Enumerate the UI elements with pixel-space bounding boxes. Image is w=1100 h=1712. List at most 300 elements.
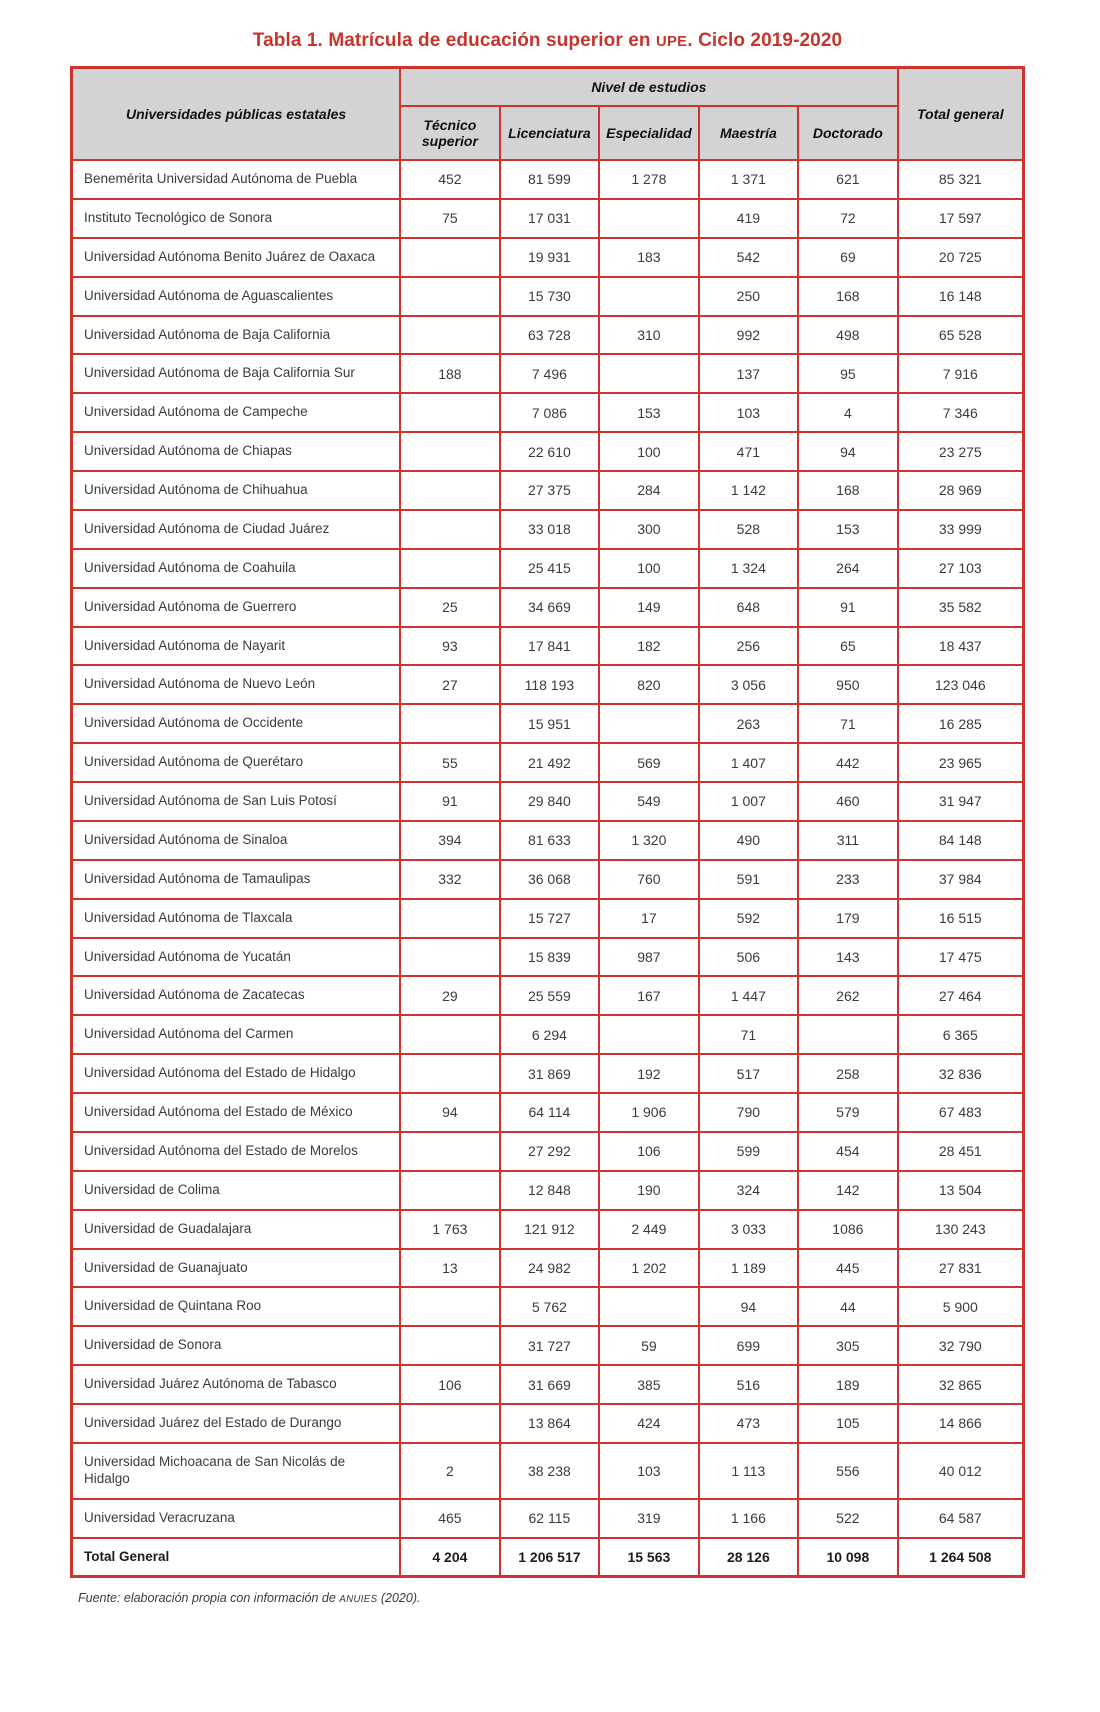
value-cell-tecnico-superior: [400, 1054, 499, 1093]
value-cell-doctorado: 168: [798, 471, 898, 510]
enrollment-table: [70, 66, 1025, 1578]
value-cell-tecnico-superior: 106: [400, 1365, 499, 1404]
value-cell-especialidad: 192: [599, 1054, 698, 1093]
value-cell-especialidad: 1 906: [599, 1093, 698, 1132]
value-cell-maestria: 1 371: [699, 160, 798, 199]
value-cell-licenciatura: 7 086: [500, 393, 599, 432]
table-row: [72, 976, 1024, 1015]
university-name-cell: Universidad Autónoma de Chihuahua: [72, 471, 401, 510]
value-cell-doctorado: 10 098: [798, 1538, 898, 1577]
value-cell-total-general: 35 582: [898, 588, 1024, 627]
value-cell-doctorado: 621: [798, 160, 898, 199]
value-cell-licenciatura: 13 864: [500, 1404, 599, 1443]
value-cell-especialidad: 17: [599, 899, 698, 938]
value-cell-total-general: 33 999: [898, 510, 1024, 549]
university-name-cell: Universidad Autónoma de Ciudad Juárez: [72, 510, 401, 549]
value-cell-total-general: 18 437: [898, 627, 1024, 666]
value-cell-licenciatura: 15 727: [500, 899, 599, 938]
table-row: [72, 588, 1024, 627]
value-cell-especialidad: 149: [599, 588, 698, 627]
table-row: [72, 665, 1024, 704]
value-cell-especialidad: 300: [599, 510, 698, 549]
table-row: [72, 1171, 1024, 1210]
value-cell-maestria: 263: [699, 704, 798, 743]
value-cell-maestria: 324: [699, 1171, 798, 1210]
value-cell-licenciatura: 34 669: [500, 588, 599, 627]
value-cell-total-general: 23 275: [898, 432, 1024, 471]
value-cell-licenciatura: 6 294: [500, 1015, 599, 1054]
value-cell-total-general: 23 965: [898, 743, 1024, 782]
value-cell-licenciatura: 17 031: [500, 199, 599, 238]
value-cell-tecnico-superior: 94: [400, 1093, 499, 1132]
university-name-cell: Universidad Autónoma del Estado de México: [72, 1093, 401, 1132]
value-cell-doctorado: 69: [798, 238, 898, 277]
university-name-cell: Universidad Autónoma de Baja California Sur: [72, 354, 401, 393]
value-cell-especialidad: 59: [599, 1326, 698, 1365]
value-cell-maestria: 1 447: [699, 976, 798, 1015]
value-cell-licenciatura: 38 238: [500, 1443, 599, 1499]
value-cell-maestria: 250: [699, 277, 798, 316]
value-cell-especialidad: 100: [599, 549, 698, 588]
university-name-cell: Universidad Autónoma Benito Juárez de Oaxaca: [72, 238, 401, 277]
value-cell-tecnico-superior: [400, 1326, 499, 1365]
value-cell-licenciatura: 12 848: [500, 1171, 599, 1210]
value-cell-tecnico-superior: 2: [400, 1443, 499, 1499]
table-row: [72, 1499, 1024, 1538]
column-header-especialidad: Especialidad: [599, 106, 698, 160]
value-cell-licenciatura: 31 869: [500, 1054, 599, 1093]
table-row: [72, 1365, 1024, 1404]
value-cell-licenciatura: 63 728: [500, 316, 599, 355]
university-name-cell: Universidad Juárez Autónoma de Tabasco: [72, 1365, 401, 1404]
university-name-cell: Universidad de Sonora: [72, 1326, 401, 1365]
value-cell-especialidad: 569: [599, 743, 698, 782]
university-name-cell: Universidad Autónoma de Querétaro: [72, 743, 401, 782]
table-row: [72, 860, 1024, 899]
value-cell-licenciatura: 21 492: [500, 743, 599, 782]
table-row: [72, 354, 1024, 393]
value-cell-doctorado: 445: [798, 1249, 898, 1288]
table-header: [72, 68, 1024, 161]
value-cell-total-general: 16 285: [898, 704, 1024, 743]
university-name-cell: Universidad Autónoma de Coahuila: [72, 549, 401, 588]
value-cell-maestria: 1 113: [699, 1443, 798, 1499]
value-cell-licenciatura: 19 931: [500, 238, 599, 277]
value-cell-total-general: 1 264 508: [898, 1538, 1024, 1577]
value-cell-total-general: 27 464: [898, 976, 1024, 1015]
value-cell-doctorado: 950: [798, 665, 898, 704]
column-header-universities: Universidades públicas estatales: [72, 68, 401, 161]
source-note-smallcaps: ANUIES: [339, 1594, 378, 1606]
value-cell-doctorado: 305: [798, 1326, 898, 1365]
table-row: [72, 1326, 1024, 1365]
university-name-cell: Universidad de Guanajuato: [72, 1249, 401, 1288]
value-cell-licenciatura: 15 730: [500, 277, 599, 316]
value-cell-especialidad: 820: [599, 665, 698, 704]
university-name-cell: Universidad Autónoma de Guerrero: [72, 588, 401, 627]
table-row: [72, 1015, 1024, 1054]
table-row: [72, 821, 1024, 860]
university-name-cell: Universidad de Colima: [72, 1171, 401, 1210]
value-cell-doctorado: 153: [798, 510, 898, 549]
value-cell-especialidad: [599, 277, 698, 316]
value-cell-doctorado: 179: [798, 899, 898, 938]
value-cell-doctorado: 498: [798, 316, 898, 355]
value-cell-tecnico-superior: [400, 1015, 499, 1054]
value-cell-especialidad: 190: [599, 1171, 698, 1210]
university-name-cell: Universidad Autónoma del Estado de Morelos: [72, 1132, 401, 1171]
value-cell-doctorado: 142: [798, 1171, 898, 1210]
table-title-suffix: . Ciclo 2019-2020: [687, 30, 843, 51]
value-cell-doctorado: 143: [798, 938, 898, 977]
value-cell-tecnico-superior: [400, 510, 499, 549]
university-name-cell: Universidad Autónoma de Baja California: [72, 316, 401, 355]
value-cell-doctorado: 44: [798, 1287, 898, 1326]
value-cell-tecnico-superior: 4 204: [400, 1538, 499, 1577]
value-cell-total-general: 17 597: [898, 199, 1024, 238]
value-cell-doctorado: 168: [798, 277, 898, 316]
value-cell-especialidad: 2 449: [599, 1210, 698, 1249]
value-cell-maestria: 528: [699, 510, 798, 549]
value-cell-licenciatura: 5 762: [500, 1287, 599, 1326]
value-cell-tecnico-superior: 465: [400, 1499, 499, 1538]
value-cell-tecnico-superior: 1 763: [400, 1210, 499, 1249]
value-cell-maestria: 542: [699, 238, 798, 277]
header-row-group: [72, 68, 1024, 107]
value-cell-total-general: 16 148: [898, 277, 1024, 316]
value-cell-total-general: 16 515: [898, 899, 1024, 938]
value-cell-especialidad: 987: [599, 938, 698, 977]
value-cell-doctorado: 579: [798, 1093, 898, 1132]
value-cell-licenciatura: 31 669: [500, 1365, 599, 1404]
value-cell-total-general: 40 012: [898, 1443, 1024, 1499]
value-cell-tecnico-superior: 394: [400, 821, 499, 860]
value-cell-licenciatura: 27 375: [500, 471, 599, 510]
university-name-cell: Instituto Tecnológico de Sonora: [72, 199, 401, 238]
value-cell-doctorado: 65: [798, 627, 898, 666]
university-name-cell: Total General: [72, 1538, 401, 1577]
value-cell-total-general: 27 831: [898, 1249, 1024, 1288]
value-cell-licenciatura: 27 292: [500, 1132, 599, 1171]
value-cell-maestria: 1 189: [699, 1249, 798, 1288]
value-cell-especialidad: [599, 1287, 698, 1326]
value-cell-licenciatura: 1 206 517: [500, 1538, 599, 1577]
table-row: [72, 782, 1024, 821]
value-cell-licenciatura: 25 559: [500, 976, 599, 1015]
value-cell-doctorado: 4: [798, 393, 898, 432]
value-cell-especialidad: [599, 1015, 698, 1054]
value-cell-licenciatura: 22 610: [500, 432, 599, 471]
value-cell-maestria: 992: [699, 316, 798, 355]
university-name-cell: Universidad Autónoma de Tlaxcala: [72, 899, 401, 938]
column-header-tecnico-superior: Técnico superior: [400, 106, 499, 160]
value-cell-total-general: 32 836: [898, 1054, 1024, 1093]
value-cell-doctorado: 95: [798, 354, 898, 393]
source-note: [78, 1591, 1100, 1605]
value-cell-maestria: 473: [699, 1404, 798, 1443]
value-cell-licenciatura: 29 840: [500, 782, 599, 821]
table-row: [72, 899, 1024, 938]
value-cell-total-general: 123 046: [898, 665, 1024, 704]
value-cell-especialidad: 1 202: [599, 1249, 698, 1288]
university-name-cell: Universidad Juárez del Estado de Durango: [72, 1404, 401, 1443]
value-cell-total-general: 85 321: [898, 160, 1024, 199]
value-cell-total-general: 32 790: [898, 1326, 1024, 1365]
value-cell-especialidad: 310: [599, 316, 698, 355]
value-cell-tecnico-superior: 55: [400, 743, 499, 782]
value-cell-total-general: 64 587: [898, 1499, 1024, 1538]
value-cell-tecnico-superior: 27: [400, 665, 499, 704]
value-cell-licenciatura: 24 982: [500, 1249, 599, 1288]
value-cell-licenciatura: 64 114: [500, 1093, 599, 1132]
table-title: [70, 30, 1025, 52]
university-name-cell: Universidad Autónoma de Tamaulipas: [72, 860, 401, 899]
value-cell-especialidad: [599, 354, 698, 393]
value-cell-especialidad: 1 320: [599, 821, 698, 860]
value-cell-doctorado: 233: [798, 860, 898, 899]
value-cell-tecnico-superior: [400, 393, 499, 432]
value-cell-maestria: 699: [699, 1326, 798, 1365]
value-cell-licenciatura: 118 193: [500, 665, 599, 704]
value-cell-maestria: 3 033: [699, 1210, 798, 1249]
table-row: [72, 704, 1024, 743]
value-cell-doctorado: 311: [798, 821, 898, 860]
value-cell-total-general: 31 947: [898, 782, 1024, 821]
value-cell-tecnico-superior: 452: [400, 160, 499, 199]
value-cell-maestria: 471: [699, 432, 798, 471]
table-row: [72, 743, 1024, 782]
column-header-maestria: Maestría: [699, 106, 798, 160]
university-name-cell: Universidad Michoacana de San Nicolás de Hidalgo: [72, 1443, 401, 1499]
university-name-cell: Universidad Autónoma de Sinaloa: [72, 821, 401, 860]
value-cell-licenciatura: 31 727: [500, 1326, 599, 1365]
table-row: [72, 238, 1024, 277]
value-cell-licenciatura: 81 633: [500, 821, 599, 860]
table-row: [72, 393, 1024, 432]
university-name-cell: Universidad Autónoma de Nuevo León: [72, 665, 401, 704]
value-cell-maestria: 516: [699, 1365, 798, 1404]
value-cell-licenciatura: 33 018: [500, 510, 599, 549]
value-cell-tecnico-superior: [400, 277, 499, 316]
university-name-cell: Universidad Autónoma de Yucatán: [72, 938, 401, 977]
value-cell-total-general: 65 528: [898, 316, 1024, 355]
value-cell-tecnico-superior: [400, 432, 499, 471]
value-cell-licenciatura: 62 115: [500, 1499, 599, 1538]
value-cell-total-general: 20 725: [898, 238, 1024, 277]
value-cell-especialidad: [599, 704, 698, 743]
value-cell-total-general: 27 103: [898, 549, 1024, 588]
value-cell-maestria: 599: [699, 1132, 798, 1171]
university-name-cell: Universidad Autónoma del Carmen: [72, 1015, 401, 1054]
value-cell-especialidad: 153: [599, 393, 698, 432]
value-cell-especialidad: 424: [599, 1404, 698, 1443]
value-cell-tecnico-superior: [400, 549, 499, 588]
value-cell-tecnico-superior: 25: [400, 588, 499, 627]
value-cell-tecnico-superior: [400, 938, 499, 977]
value-cell-licenciatura: 25 415: [500, 549, 599, 588]
total-row: [72, 1538, 1024, 1577]
value-cell-doctorado: 264: [798, 549, 898, 588]
value-cell-total-general: 28 451: [898, 1132, 1024, 1171]
table-row: [72, 160, 1024, 199]
table-title-smallcaps: UPE: [655, 34, 688, 50]
university-name-cell: Universidad Autónoma de San Luis Potosí: [72, 782, 401, 821]
table-row: [72, 471, 1024, 510]
value-cell-total-general: 6 365: [898, 1015, 1024, 1054]
table-row: [72, 1210, 1024, 1249]
value-cell-total-general: 7 346: [898, 393, 1024, 432]
value-cell-tecnico-superior: [400, 1132, 499, 1171]
value-cell-maestria: 3 056: [699, 665, 798, 704]
column-header-doctorado: Doctorado: [798, 106, 898, 160]
value-cell-doctorado: 189: [798, 1365, 898, 1404]
value-cell-doctorado: 258: [798, 1054, 898, 1093]
table-row: [72, 1132, 1024, 1171]
table-row: [72, 432, 1024, 471]
value-cell-tecnico-superior: [400, 704, 499, 743]
table-row: [72, 510, 1024, 549]
table-row: [72, 316, 1024, 355]
value-cell-doctorado: 71: [798, 704, 898, 743]
university-name-cell: Universidad Autónoma de Aguascalientes: [72, 277, 401, 316]
table-row: [72, 1054, 1024, 1093]
value-cell-doctorado: 1086: [798, 1210, 898, 1249]
value-cell-maestria: 1 407: [699, 743, 798, 782]
table-row: [72, 1443, 1024, 1499]
value-cell-especialidad: 385: [599, 1365, 698, 1404]
value-cell-maestria: 591: [699, 860, 798, 899]
value-cell-total-general: 28 969: [898, 471, 1024, 510]
value-cell-tecnico-superior: [400, 238, 499, 277]
value-cell-maestria: 1 007: [699, 782, 798, 821]
value-cell-total-general: 67 483: [898, 1093, 1024, 1132]
value-cell-licenciatura: 15 951: [500, 704, 599, 743]
value-cell-tecnico-superior: 75: [400, 199, 499, 238]
value-cell-maestria: 1 166: [699, 1499, 798, 1538]
value-cell-especialidad: 100: [599, 432, 698, 471]
value-cell-especialidad: [599, 199, 698, 238]
value-cell-tecnico-superior: 332: [400, 860, 499, 899]
value-cell-doctorado: 454: [798, 1132, 898, 1171]
value-cell-especialidad: 319: [599, 1499, 698, 1538]
table-row: [72, 199, 1024, 238]
value-cell-tecnico-superior: [400, 1171, 499, 1210]
value-cell-doctorado: 460: [798, 782, 898, 821]
value-cell-doctorado: 72: [798, 199, 898, 238]
value-cell-maestria: 1 142: [699, 471, 798, 510]
value-cell-maestria: 103: [699, 393, 798, 432]
value-cell-tecnico-superior: 91: [400, 782, 499, 821]
value-cell-tecnico-superior: 93: [400, 627, 499, 666]
value-cell-especialidad: 106: [599, 1132, 698, 1171]
value-cell-licenciatura: 15 839: [500, 938, 599, 977]
value-cell-maestria: 28 126: [699, 1538, 798, 1577]
value-cell-tecnico-superior: [400, 471, 499, 510]
university-name-cell: Universidad de Guadalajara: [72, 1210, 401, 1249]
university-name-cell: Universidad Veracruzana: [72, 1499, 401, 1538]
value-cell-doctorado: 262: [798, 976, 898, 1015]
value-cell-maestria: 517: [699, 1054, 798, 1093]
value-cell-tecnico-superior: [400, 316, 499, 355]
value-cell-maestria: 256: [699, 627, 798, 666]
value-cell-especialidad: 103: [599, 1443, 698, 1499]
value-cell-maestria: 1 324: [699, 549, 798, 588]
value-cell-maestria: 94: [699, 1287, 798, 1326]
value-cell-maestria: 71: [699, 1015, 798, 1054]
value-cell-doctorado: [798, 1015, 898, 1054]
value-cell-total-general: 32 865: [898, 1365, 1024, 1404]
value-cell-doctorado: 94: [798, 432, 898, 471]
table-title-text: Tabla 1. Matrícula de educación superior en: [252, 30, 656, 51]
value-cell-total-general: 17 475: [898, 938, 1024, 977]
value-cell-licenciatura: 81 599: [500, 160, 599, 199]
value-cell-tecnico-superior: 29: [400, 976, 499, 1015]
column-header-licenciatura: Licenciatura: [500, 106, 599, 160]
value-cell-doctorado: 91: [798, 588, 898, 627]
column-group-header-levels: Nivel de estudios: [400, 68, 897, 107]
value-cell-especialidad: 1 278: [599, 160, 698, 199]
value-cell-especialidad: 284: [599, 471, 698, 510]
source-note-text: Fuente: elaboración propia con información de: [78, 1591, 340, 1606]
university-name-cell: Universidad Autónoma del Estado de Hidalgo: [72, 1054, 401, 1093]
table-row: [72, 1249, 1024, 1288]
value-cell-licenciatura: 17 841: [500, 627, 599, 666]
value-cell-maestria: 506: [699, 938, 798, 977]
university-name-cell: Universidad Autónoma de Chiapas: [72, 432, 401, 471]
table-row: [72, 938, 1024, 977]
university-name-cell: Universidad Autónoma de Zacatecas: [72, 976, 401, 1015]
table-row: [72, 549, 1024, 588]
table-body: [72, 160, 1024, 1577]
value-cell-licenciatura: 121 912: [500, 1210, 599, 1249]
value-cell-total-general: 14 866: [898, 1404, 1024, 1443]
value-cell-especialidad: 182: [599, 627, 698, 666]
value-cell-maestria: 490: [699, 821, 798, 860]
value-cell-doctorado: 105: [798, 1404, 898, 1443]
value-cell-tecnico-superior: [400, 1404, 499, 1443]
value-cell-tecnico-superior: 13: [400, 1249, 499, 1288]
value-cell-tecnico-superior: 188: [400, 354, 499, 393]
value-cell-tecnico-superior: [400, 899, 499, 938]
university-name-cell: Universidad Autónoma de Occidente: [72, 704, 401, 743]
value-cell-licenciatura: 7 496: [500, 354, 599, 393]
university-name-cell: Benemérita Universidad Autónoma de Puebla: [72, 160, 401, 199]
value-cell-total-general: 7 916: [898, 354, 1024, 393]
value-cell-doctorado: 556: [798, 1443, 898, 1499]
value-cell-especialidad: 760: [599, 860, 698, 899]
value-cell-total-general: 84 148: [898, 821, 1024, 860]
table-row: [72, 1093, 1024, 1132]
column-header-total: Total general: [898, 68, 1024, 161]
table-row: [72, 1404, 1024, 1443]
value-cell-maestria: 137: [699, 354, 798, 393]
value-cell-especialidad: 549: [599, 782, 698, 821]
value-cell-doctorado: 442: [798, 743, 898, 782]
value-cell-maestria: 592: [699, 899, 798, 938]
value-cell-especialidad: 183: [599, 238, 698, 277]
value-cell-total-general: 37 984: [898, 860, 1024, 899]
value-cell-maestria: 648: [699, 588, 798, 627]
value-cell-total-general: 13 504: [898, 1171, 1024, 1210]
value-cell-tecnico-superior: [400, 1287, 499, 1326]
value-cell-licenciatura: 36 068: [500, 860, 599, 899]
table-row: [72, 627, 1024, 666]
value-cell-especialidad: 167: [599, 976, 698, 1015]
value-cell-total-general: 5 900: [898, 1287, 1024, 1326]
university-name-cell: Universidad Autónoma de Campeche: [72, 393, 401, 432]
university-name-cell: Universidad Autónoma de Nayarit: [72, 627, 401, 666]
table-row: [72, 1287, 1024, 1326]
